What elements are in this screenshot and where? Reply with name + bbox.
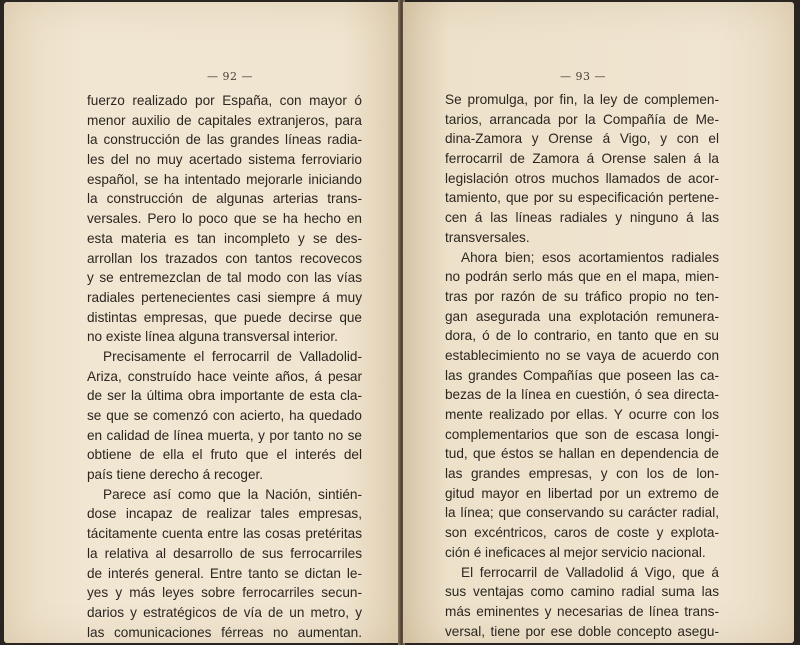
text-line: las comunicaciones férreas no aumentan.	[87, 624, 362, 640]
text-line: gan asegurada una explotación remunera-	[445, 308, 719, 324]
text-line: Parece así como que la Nación, sintién-	[103, 486, 362, 502]
text-line: se que se comenzó con acierto, ha quedado	[87, 408, 362, 423]
text-line: de interés general. Entre tanto se dictan le-	[87, 565, 362, 581]
text-line: español, se ha intentado mejorarle iniciando	[87, 171, 362, 187]
text-line: tras por razón de su tráfico propio no ten-	[445, 288, 719, 304]
page-number: — 92 —	[207, 70, 253, 83]
text-line: dina-Zamora y Orense á Vigo, y con el	[445, 131, 719, 147]
text-line: la construcción de algunas arterias trans-	[87, 191, 362, 207]
text-line: radiales pertenecientes casi siempre á muy	[87, 289, 362, 305]
text-line: El ferrocarril de Valladolid á Vigo, que á	[461, 564, 719, 580]
text-line: legislación otros muchos llamados de acor-	[445, 170, 719, 186]
text-line: la relativa al desarrollo de sus ferrocarriles	[87, 545, 362, 561]
page-number: — 93 —	[560, 70, 606, 83]
text-line: les del no muy acertado sistema ferroviario	[87, 152, 362, 168]
text-line: fuerzo realizado por España, con mayor ó	[87, 93, 362, 108]
left-page	[4, 2, 400, 643]
text-line: tácitamente cuenta entre las cosas pretéritas	[87, 526, 362, 542]
text-line: dora, ó de lo contrario, en tanto que en su	[445, 328, 719, 344]
text-line: las grandes Compañías que poseen las ca-	[445, 367, 719, 383]
text-line: darios y estratégicos de vía de un metro, y	[87, 604, 362, 620]
text-line: versal, tiene por ese doble concepto asegu-	[445, 623, 719, 639]
text-line: no podrán serlo más que en el mapa, mien-	[445, 269, 719, 285]
text-line: país tiene derecho á recoger.	[87, 467, 264, 483]
text-line: complementarios que son de escasa longi-	[445, 426, 719, 442]
text-line: yes y más leyes sobre ferrocarriles secun-	[87, 585, 362, 601]
text-line: establecimiento no se vaya de acuerdo con	[445, 347, 719, 363]
body-text	[87, 91, 362, 642]
text-line: sus ventajas como camino radial suma las	[445, 584, 719, 600]
text-line: ción é ineficaces al mejor servicio nacional.	[445, 544, 706, 560]
text-line: tarios, arrancada por la Compañía de Me-	[445, 111, 719, 127]
right-page	[403, 2, 794, 643]
text-line: Ahora bien; esos acortamientos radiales	[461, 249, 719, 265]
text-line: tamiento, que por su especificación pertene-	[445, 190, 719, 206]
text-line: tud, que éstos se hallan en dependencia de	[445, 446, 719, 462]
text-line: en calidad de línea muerta, y por tanto no se	[87, 427, 362, 443]
text-line: cen á las líneas radiales y ninguno á las	[445, 210, 719, 226]
text-line: menor auxilio de capitales extranjeros, para	[87, 112, 362, 128]
text-line: versales. Pero lo poco que se ha hecho en	[87, 211, 362, 227]
text-line: bezas de la línea en cuestión, ó sea directa-	[445, 387, 719, 403]
text-line: ferrocarril de Zamora á Orense salen á la	[445, 151, 719, 167]
text-line: la línea; que conservando su carácter radial,	[445, 505, 719, 521]
text-line: y se entremezclan de tal modo con las vías	[87, 270, 362, 286]
text-line: Precisamente el ferrocarril de Valladolid-	[103, 348, 362, 364]
text-line: de ser la última obra importante de esta cla-	[87, 388, 362, 404]
text-line: obtiene de ella el fruto que el interés del	[87, 447, 362, 463]
text-line: la construcción de las grandes líneas radia-	[87, 132, 362, 148]
text-line: no existe línea alguna transversal interior.	[87, 329, 338, 345]
text-line: dose incapaz de realizar tales empresas,	[87, 506, 362, 522]
text-line: más eminentes y necesarias de línea trans-	[445, 603, 719, 619]
text-line: mente realizado por ellas. Y ocurre con los	[445, 407, 719, 422]
text-line: Se promulga, por fin, la ley de complemen-	[445, 92, 719, 107]
text-line: gitud mayor en libertad por un extremo de	[445, 485, 719, 501]
text-line: esta materia es tan incompleto y se des-	[87, 230, 362, 246]
text-line: Ariza, construído hace veinte años, á pesar	[87, 368, 362, 384]
text-line: distintas empresas, que puede decirse que	[87, 309, 362, 325]
text-line: las grandes empresas, y con los de lon-	[445, 466, 719, 482]
text-line: transversales.	[445, 229, 530, 245]
text-line: arrollan los trazados con tantos recovecos	[87, 250, 362, 266]
body-text	[445, 90, 719, 641]
text-line: son excéntricos, caros de coste y explota-	[445, 525, 719, 541]
